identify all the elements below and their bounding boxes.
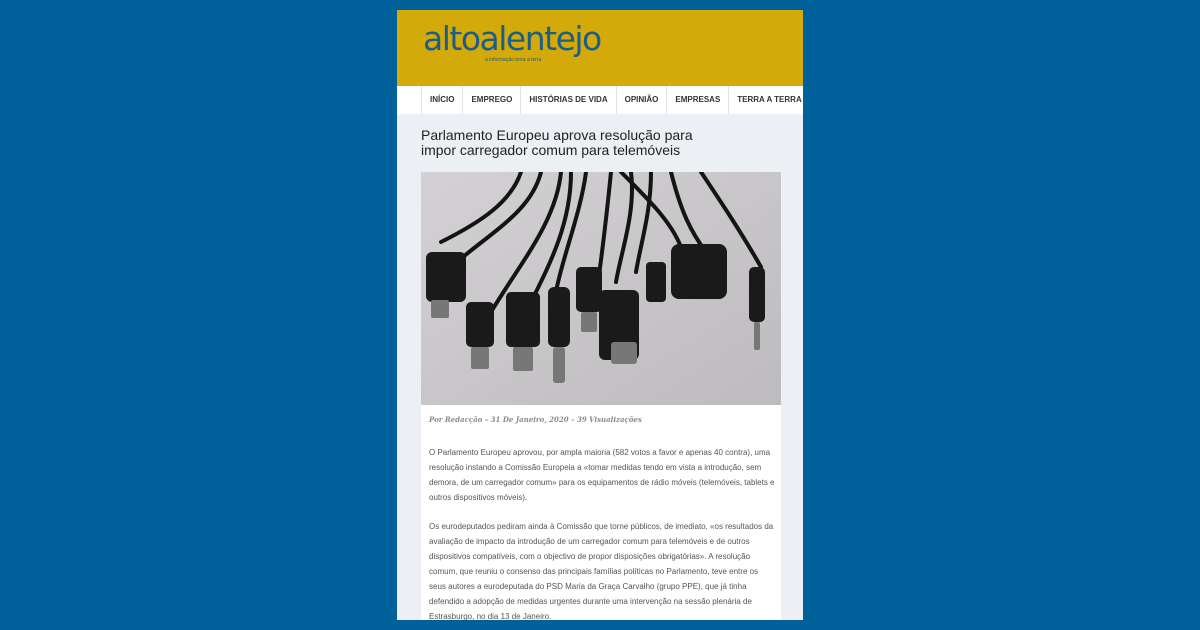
site-logo[interactable]: altoalentejo — [423, 19, 601, 58]
article-photo — [421, 172, 781, 405]
page — [397, 10, 803, 620]
article-title: Parlamento Europeu aprova resolução para impor carregador comum para telemóveis — [421, 127, 693, 158]
article-card — [421, 405, 781, 620]
article-content — [397, 114, 803, 620]
nav-item-inicio[interactable]: INÍCIO — [421, 86, 462, 114]
main-nav — [397, 86, 803, 114]
site-header — [397, 10, 803, 86]
nav-item-historias-de-vida[interactable]: HISTÓRIAS DE VIDA — [520, 86, 615, 114]
charger-cables-image — [421, 172, 781, 405]
site-tagline: a informação terra a terra — [485, 57, 542, 63]
article-paragraph-2: Os eurodeputados pediram ainda à Comissão que torne públicos, de imediato, «os resultados da avaliação de impacto da introdução de um carregador comum para telemóveis e de outros dispositivos compatíveis, com o objectivo de propor disposições obrigatórias». A resolução comum, que reuniu o consenso das principais famílias políticas no Parlamento, teve entre os seus autores a eurodeputada do PSD Maria da Graça Carvalho (grupo PPE), que já tinha defendido a adopção de medidas urgentes durante uma intervenção na sessão plenária de Estrasburgo, no dia 13 de Janeiro. — [429, 522, 774, 620]
nav-item-terra-a-terra[interactable]: TERRA A TERRA — [728, 86, 803, 114]
article-paragraph-1: O Parlamento Europeu aprovou, por ampla maioria (582 votos a favor e apenas 40 contra), uma resolução instando a Comissão Europeia a «tomar medidas tendo em vista a introdução, sem demora, de um carregador comum» para os equipamentos de rádio móveis (telemóveis, tablets e outros dispositivos móveis). — [429, 448, 775, 502]
nav-item-emprego[interactable]: EMPREGO — [462, 86, 520, 114]
nav-item-opiniao[interactable]: OPINIÃO — [616, 86, 667, 114]
nav-item-empresas[interactable]: EMPRESAS — [666, 86, 728, 114]
article-meta: Por Redacção – 31 De Janeiro, 2020 – 39 Visualizações — [429, 415, 642, 424]
